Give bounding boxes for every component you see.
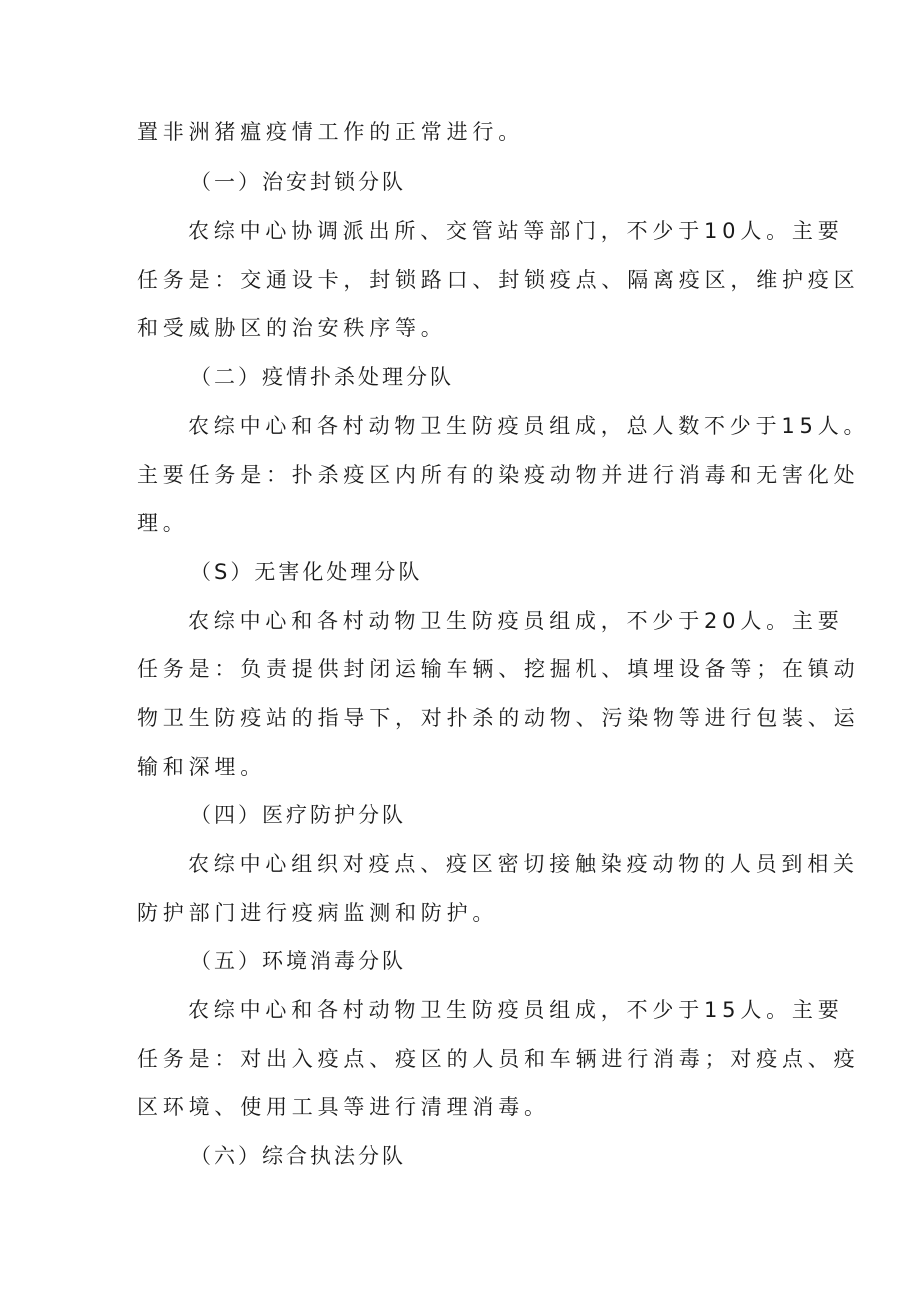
paragraph-line: 任务是：负责提供封闭运输车辆、挖掘机、填埋设备等；在镇动 bbox=[137, 657, 860, 681]
section-heading-3: （S）无害化处理分队 bbox=[190, 560, 423, 584]
section-heading-2: （二）疫情扑杀处理分队 bbox=[190, 365, 454, 389]
paragraph-line: 输和深埋。 bbox=[137, 755, 266, 779]
paragraph-line: 农综中心和各村动物卫生防疫员组成，不少于20人。主要 bbox=[188, 609, 844, 633]
paragraph-line: 物卫生防疫站的指导下，对扑杀的动物、污染物等进行包装、运 bbox=[137, 706, 860, 730]
section-heading-4: （四）医疗防护分队 bbox=[190, 803, 406, 827]
section-heading-6: （六）综合执法分队 bbox=[190, 1144, 406, 1168]
section-heading-1: （一）治安封锁分队 bbox=[190, 170, 406, 194]
paragraph-line: 农综中心和各村动物卫生防疫员组成，不少于15人。主要 bbox=[188, 998, 844, 1022]
section-heading-5: （五）环境消毒分队 bbox=[190, 949, 406, 973]
paragraph-line: 防护部门进行疫病监测和防护。 bbox=[137, 901, 499, 925]
paragraph-line: 和受威胁区的治安秩序等。 bbox=[137, 316, 447, 340]
paragraph-line: 任务是：对出入疫点、疫区的人员和车辆进行消毒；对疫点、疫 bbox=[137, 1047, 860, 1071]
paragraph-line: 农综中心组织对疫点、疫区密切接触染疫动物的人员到相关 bbox=[188, 852, 859, 876]
paragraph-line: 理。 bbox=[137, 511, 189, 535]
paragraph-line: 主要任务是：扑杀疫区内所有的染疫动物并进行消毒和无害化处 bbox=[137, 463, 860, 487]
paragraph-line: 农综中心协调派出所、交管站等部门，不少于10人。主要 bbox=[188, 219, 844, 243]
paragraph-line: 置非洲猪瘟疫情工作的正常进行。 bbox=[137, 120, 524, 144]
paragraph-line: 区环境、使用工具等进行清理消毒。 bbox=[137, 1095, 550, 1119]
paragraph-line: 农综中心和各村动物卫生防疫员组成，总人数不少于15人。 bbox=[188, 414, 870, 438]
paragraph-line: 任务是：交通设卡，封锁路口、封锁疫点、隔离疫区，维护疫区 bbox=[137, 268, 860, 292]
